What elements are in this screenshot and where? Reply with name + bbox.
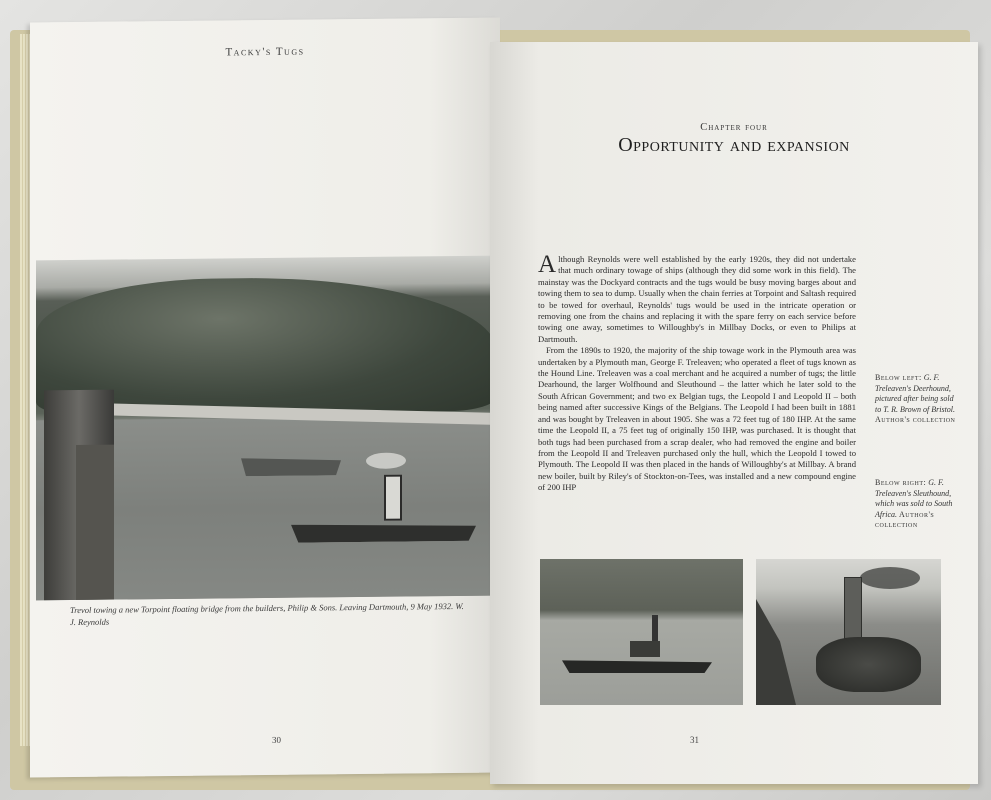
body-text: [538, 251, 856, 494]
side-caption-below-left: [875, 373, 960, 426]
photo-smoke: [860, 567, 920, 589]
photo-sleuthound: [756, 559, 941, 705]
paragraph-1-text: lthough Reynolds were well established by the early 1920s, they did not undertake that much ordinary towage of ships (although they did some work in this field). The mainstay was the Dockyard contracts and the tugs would be busy moving barges about and towing them to sea to dump. Usually when the chain ferries at Torpoint and Saltash required to be towed for overhaul, Reynolds' tugs would be used in the intricate operation or removing one from the chains and replacing it with the spare ferry on each service before towing one away, sometimes to Willoughby's in Millbay Docks, or even to Philips at Dartmouth.: [538, 254, 856, 344]
main-photo: [36, 256, 496, 601]
side-caption-below-right: [875, 478, 960, 531]
drop-cap: A: [538, 251, 557, 278]
running-head: Tacky's Tugs: [225, 45, 305, 59]
photo-hull: [562, 655, 712, 673]
chapter-label: Chapter four: [700, 122, 768, 133]
side-caption-credit: Author's collection: [875, 415, 956, 424]
photo-wreck: [756, 599, 796, 705]
photo-castle-wall: [76, 445, 114, 600]
chapter-title: Opportunity and expansion: [618, 134, 850, 156]
photo-funnel: [384, 475, 402, 521]
page-number-right: 31: [690, 735, 699, 745]
side-caption-text: G. F. Treleaven's Deerhound, pictured after being sold to T. R. Brown of Bristol.: [875, 373, 956, 414]
side-caption-lead: Below right:: [875, 478, 927, 487]
photo-caption: Trevol towing a new Torpoint floating bridge from the builders, Philip & Sons. Leaving Dartmouth, 9 May 1932. W. J. Reynolds: [70, 600, 464, 628]
paragraph-1: [538, 251, 856, 345]
page-number-left: 30: [272, 734, 281, 745]
paragraph-2: From the 1890s to 1920, the majority of the ship towage work in the Plymouth area was undertaken by a Plymouth man, George F. Treleaven; who operated a fleet of tugs known as the Hound Line. Treleaven was a coal merchant and he acquired a number of tugs; the little Dearhound, the larger Wolfhound and Sleuthound – the latter which he later sold to the South African Government; and two ex Belgian tugs, the Leopold I and Leopold II – both being named after successive Kings of the Belgians. The Leopold I had been built in 1881 and was bought by Treleaven in about 1905. She was a 72 feet tug of 180 IHP. At the same time the Leopold II, a 75 feet tug of originally 150 IHP, was purchased. It is thought that both tugs had been purchased from a scrap dealer, who had removed the engine and boiler from the Leopold II and Treleaven purchased only the hull, which the Leopold I towed to Plymouth. The Leopold II was then placed in the hands of Willoughby's at Millbay. A brand new boiler, built by Riley's of Stockton-on-Tees, was installed and a new compound engine of 200 IHP: [538, 345, 856, 493]
right-page: [490, 42, 978, 784]
photo-tug: [816, 637, 921, 692]
photo-deerhound: [540, 559, 743, 705]
photo-wheelhouse: [630, 641, 660, 657]
side-caption-text: G. F. Treleaven's Sleuthound, which was sold to South Africa.: [875, 478, 953, 519]
side-caption-credit: Author's collection: [875, 509, 935, 529]
left-page: [30, 18, 500, 778]
side-caption-lead: Below left:: [875, 373, 922, 382]
